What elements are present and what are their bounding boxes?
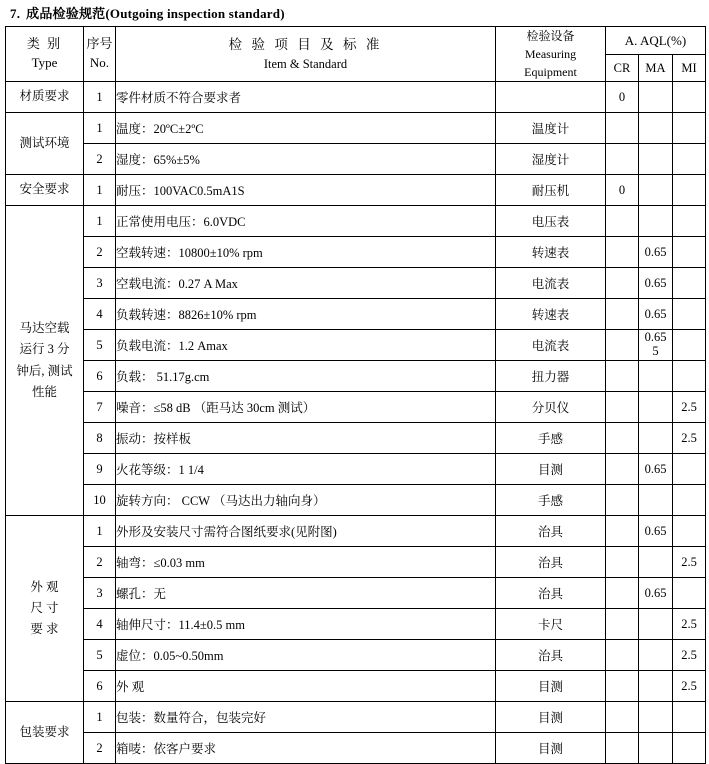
table-row [6, 671, 706, 702]
cell-type-line: 尺 寸 [30, 600, 59, 615]
cell-equipment: 目测 [496, 733, 606, 764]
cell-type-line: 要 求 [30, 622, 59, 637]
cell-item: 旋转方向： CCW （马达出力轴向身） [116, 485, 496, 516]
cell-no: 4 [84, 299, 116, 330]
table-row [6, 299, 706, 330]
cell-equipment: 温度计 [496, 113, 606, 144]
cell-aql-cr: 0 [606, 175, 639, 206]
cell-no: 1 [84, 113, 116, 144]
cell-equipment: 转速表 [496, 299, 606, 330]
page-title [0, 0, 709, 26]
cell-aql-ma: 0.65 [639, 578, 673, 609]
cell-equipment [496, 82, 606, 113]
cell-aql-mi [673, 516, 706, 547]
cell-aql-cr [606, 206, 639, 237]
header-mi: MI [673, 55, 706, 82]
cell-equipment: 治具 [496, 547, 606, 578]
cell-aql-ma [639, 144, 673, 175]
cell-no: 6 [84, 671, 116, 702]
cell-aql-cr: 0 [606, 82, 639, 113]
cell-aql-cr [606, 609, 639, 640]
header-item: 检 验 项 目 及 标 准 Item & Standard [116, 27, 496, 82]
header-ma: MA [639, 55, 673, 82]
cell-aql-ma: 0.65 [639, 237, 673, 268]
header-equipment: 检验设备 Measuring Equipment [496, 27, 606, 82]
cell-no: 1 [84, 175, 116, 206]
cell-aql-ma [639, 609, 673, 640]
table-row [6, 578, 706, 609]
cell-item: 零件材质不符合要求者 [116, 82, 496, 113]
cell-no: 1 [84, 516, 116, 547]
cell-equipment: 电流表 [496, 268, 606, 299]
cell-item: 包装：数量符合，包装完好 [116, 702, 496, 733]
cell-aql-mi [673, 82, 706, 113]
header-type: 类 别 Type [6, 27, 84, 82]
cell-aql-mi: 2.5 [673, 609, 706, 640]
cell-aql-cr [606, 299, 639, 330]
cell-aql-ma [639, 206, 673, 237]
cell-no: 2 [84, 237, 116, 268]
table-row [6, 547, 706, 578]
cell-aql-mi [673, 361, 706, 392]
cell-no: 1 [84, 206, 116, 237]
cell-equipment: 耐压机 [496, 175, 606, 206]
cell-aql-ma [639, 485, 673, 516]
cell-aql-cr [606, 268, 639, 299]
cell-aql-cr [606, 423, 639, 454]
cell-equipment: 转速表 [496, 237, 606, 268]
cell-equipment: 治具 [496, 640, 606, 671]
cell-aql-cr [606, 330, 639, 361]
cell-aql-mi [673, 206, 706, 237]
cell-type [6, 206, 84, 516]
header-aql: A. AQL(%) [606, 27, 706, 55]
table-row [6, 454, 706, 485]
cell-item: 箱唛：依客户要求 [116, 733, 496, 764]
cell-no: 9 [84, 454, 116, 485]
cell-type-line: 马达空载 [19, 321, 70, 335]
table-row [6, 361, 706, 392]
cell-item: 负载电流：1.2 Amax [116, 330, 496, 361]
cell-item: 火花等级：1 1/4 [116, 454, 496, 485]
section-number: 7. [10, 6, 21, 21]
inspection-table [5, 26, 706, 764]
cell-aql-mi [673, 330, 706, 361]
cell-aql-cr [606, 516, 639, 547]
cell-item: 外 观 [116, 671, 496, 702]
cell-aql-ma [639, 702, 673, 733]
cell-aql-ma [639, 113, 673, 144]
cell-equipment: 治具 [496, 578, 606, 609]
cell-aql-cr [606, 144, 639, 175]
cell-aql-mi [673, 733, 706, 764]
cell-aql-cr [606, 237, 639, 268]
cell-item: 湿度：65%±5% [116, 144, 496, 175]
table-row [6, 609, 706, 640]
cell-no: 5 [84, 330, 116, 361]
cell-equipment: 治具 [496, 516, 606, 547]
table-row [6, 702, 706, 733]
cell-aql-cr [606, 361, 639, 392]
cell-aql-cr [606, 671, 639, 702]
cell-aql-cr [606, 702, 639, 733]
cell-type-line: 性能 [31, 384, 57, 399]
cell-aql-cr [606, 454, 639, 485]
cell-aql-mi: 2.5 [673, 547, 706, 578]
cell-type [6, 516, 84, 702]
cell-aql-ma [639, 733, 673, 764]
table-row [6, 485, 706, 516]
table-row [6, 144, 706, 175]
cell-no: 3 [84, 578, 116, 609]
cell-item: 负载转速：8826±10% rpm [116, 299, 496, 330]
cell-aql-ma [639, 82, 673, 113]
cell-aql-mi [673, 454, 706, 485]
cell-aql-cr [606, 640, 639, 671]
table-row [6, 423, 706, 454]
cell-no: 1 [84, 702, 116, 733]
cell-aql-mi [673, 299, 706, 330]
cell-type: 包装要求 [6, 702, 84, 764]
cell-item: 噪音：≤58 dB （距马达 30cm 测试） [116, 392, 496, 423]
cell-aql-mi [673, 578, 706, 609]
cell-aql-ma: 0.65 [639, 454, 673, 485]
cell-aql-ma: 0.65 [639, 516, 673, 547]
cell-aql-mi [673, 485, 706, 516]
cell-no: 2 [84, 547, 116, 578]
cell-no: 3 [84, 268, 116, 299]
cell-item: 振动：按样板 [116, 423, 496, 454]
cell-equipment: 卡尺 [496, 609, 606, 640]
cell-aql-cr [606, 547, 639, 578]
cell-aql-mi [673, 268, 706, 299]
cell-aql-cr [606, 578, 639, 609]
cell-equipment: 分贝仪 [496, 392, 606, 423]
cell-aql-ma [639, 547, 673, 578]
cell-equipment: 电流表 [496, 330, 606, 361]
cell-aql-cr [606, 733, 639, 764]
table-row [6, 113, 706, 144]
cell-type: 测试环境 [6, 113, 84, 175]
cell-item: 空载电流：0.27 A Max [116, 268, 496, 299]
cell-aql-cr [606, 485, 639, 516]
cell-type-line: 运行 3 分 [19, 342, 70, 357]
cell-type-line: 外 观 [30, 579, 59, 594]
header-row-1 [6, 27, 706, 55]
cell-no: 4 [84, 609, 116, 640]
cell-item: 耐压：100VAC0.5mA1S [116, 175, 496, 206]
title-text: 成品检验规范(Outgoing inspection standard) [26, 6, 285, 21]
cell-aql-ma [639, 361, 673, 392]
cell-aql-ma: 0.65 [639, 299, 673, 330]
table-row [6, 268, 706, 299]
cell-type-line: 钟后, 测试 [16, 363, 73, 378]
cell-aql-mi [673, 702, 706, 733]
cell-aql-ma [639, 640, 673, 671]
cell-no: 1 [84, 82, 116, 113]
table-row [6, 733, 706, 764]
cell-equipment: 目测 [496, 702, 606, 733]
cell-item: 外形及安装尺寸需符合图纸要求(见附图) [116, 516, 496, 547]
cell-aql-ma: 0.65 [639, 268, 673, 299]
cell-type: 材质要求 [6, 82, 84, 113]
cell-no: 5 [84, 640, 116, 671]
header-no: 序号 No. [84, 27, 116, 82]
cell-no: 6 [84, 361, 116, 392]
cell-aql-ma [639, 330, 673, 361]
cell-equipment: 手感 [496, 423, 606, 454]
table-row [6, 237, 706, 268]
table-row [6, 175, 706, 206]
cell-aql-cr [606, 113, 639, 144]
cell-item: 轴伸尺寸：11.4±0.5 mm [116, 609, 496, 640]
cell-equipment: 电压表 [496, 206, 606, 237]
cell-no: 2 [84, 144, 116, 175]
cell-aql-mi: 2.5 [673, 423, 706, 454]
cell-no: 2 [84, 733, 116, 764]
table-body [6, 82, 706, 764]
table-row [6, 516, 706, 547]
cell-item: 温度：20ºC±2ºC [116, 113, 496, 144]
cell-item: 空载转速：10800±10% rpm [116, 237, 496, 268]
table-header [6, 27, 706, 82]
cell-aql-ma [639, 423, 673, 454]
table-row [6, 640, 706, 671]
cell-aql-mi [673, 113, 706, 144]
cell-aql-mi: 2.5 [673, 392, 706, 423]
cell-aql-mi: 2.5 [673, 640, 706, 671]
table-row [6, 330, 706, 361]
cell-aql-ma [639, 175, 673, 206]
cell-item: 正常使用电压：6.0VDC [116, 206, 496, 237]
cell-aql-ma-line: 0.65 [644, 330, 667, 345]
table-row [6, 392, 706, 423]
cell-equipment: 目测 [496, 671, 606, 702]
cell-no: 7 [84, 392, 116, 423]
cell-aql-ma [639, 392, 673, 423]
cell-no: 10 [84, 485, 116, 516]
cell-equipment: 扭力器 [496, 361, 606, 392]
cell-aql-ma [639, 671, 673, 702]
cell-aql-mi [673, 175, 706, 206]
cell-aql-mi [673, 237, 706, 268]
cell-aql-mi: 2.5 [673, 671, 706, 702]
cell-equipment: 手感 [496, 485, 606, 516]
cell-item: 螺孔：无 [116, 578, 496, 609]
cell-item: 轴弯：≤0.03 mm [116, 547, 496, 578]
table-row [6, 82, 706, 113]
cell-aql-cr [606, 392, 639, 423]
cell-type: 安全要求 [6, 175, 84, 206]
cell-aql-mi [673, 144, 706, 175]
cell-item: 负载： 51.17g.cm [116, 361, 496, 392]
cell-item: 虚位：0.05~0.50mm [116, 640, 496, 671]
cell-equipment: 湿度计 [496, 144, 606, 175]
header-cr: CR [606, 55, 639, 82]
cell-no: 8 [84, 423, 116, 454]
table-row [6, 206, 706, 237]
cell-equipment: 目测 [496, 454, 606, 485]
cell-aql-ma-line: 5 [652, 343, 659, 358]
